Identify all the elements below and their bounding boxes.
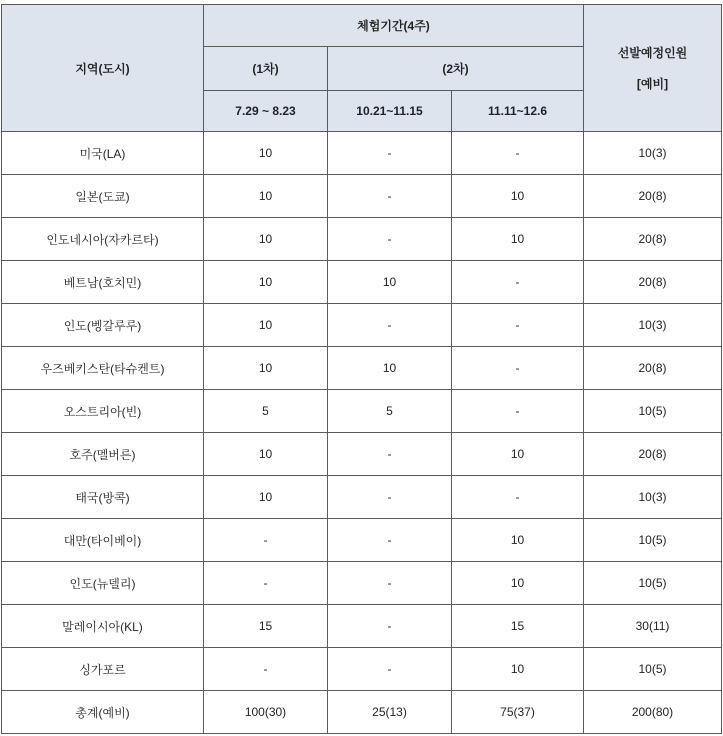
header-selected	[584, 5, 722, 132]
region-cell: 대만(타이베이)	[2, 519, 204, 562]
round2a-cell: -	[328, 519, 452, 562]
round2a-cell: 5	[328, 390, 452, 433]
round2b-cell: 10	[452, 433, 584, 476]
total-cell: 20(8)	[584, 433, 722, 476]
round2b-cell: -	[452, 390, 584, 433]
total-cell: 10(3)	[584, 304, 722, 347]
region-cell: 베트남(호치민)	[2, 261, 204, 304]
region-cell: 미국(LA)	[2, 132, 204, 175]
header-round2: (2차)	[328, 47, 584, 91]
region-cell: 인도네시아(자카르타)	[2, 218, 204, 261]
total-cell: 20(8)	[584, 261, 722, 304]
round2b-cell: 10	[452, 648, 584, 691]
total-cell: 10(5)	[584, 390, 722, 433]
round1-cell: -	[204, 519, 328, 562]
round2b-cell: -	[452, 304, 584, 347]
total-cell: 20(8)	[584, 218, 722, 261]
region-cell: 호주(멜버른)	[2, 433, 204, 476]
round2a-cell: -	[328, 132, 452, 175]
round2b-cell: -	[452, 132, 584, 175]
round1-cell: 5	[204, 390, 328, 433]
header-region: 지역(도시)	[2, 5, 204, 132]
header-date1: 7.29 ~ 8.23	[204, 91, 328, 132]
round2a-cell: 10	[328, 347, 452, 390]
round1-cell: 100(30)	[204, 691, 328, 734]
header-selected-label: 선발예정인원	[617, 46, 688, 60]
header-reserve-label: [예비]	[636, 77, 669, 91]
total-cell: 20(8)	[584, 347, 722, 390]
total-row	[2, 691, 722, 734]
table-row	[2, 648, 722, 691]
round2b-cell: 10	[452, 175, 584, 218]
total-cell: 10(5)	[584, 648, 722, 691]
table-row	[2, 476, 722, 519]
table-row	[2, 304, 722, 347]
table-row	[2, 433, 722, 476]
round2b-cell: 15	[452, 605, 584, 648]
round2a-cell: -	[328, 562, 452, 605]
round1-cell: 15	[204, 605, 328, 648]
round2a-cell: -	[328, 648, 452, 691]
table-row	[2, 562, 722, 605]
round2a-cell: -	[328, 304, 452, 347]
round2a-cell: 10	[328, 261, 452, 304]
region-cell: 오스트리아(빈)	[2, 390, 204, 433]
total-cell: 200(80)	[584, 691, 722, 734]
round1-cell: 10	[204, 261, 328, 304]
total-cell: 10(5)	[584, 519, 722, 562]
region-cell: 인도(벵갈루루)	[2, 304, 204, 347]
header-date2: 10.21~11.15	[328, 91, 452, 132]
header-date3: 11.11~12.6	[452, 91, 584, 132]
round2a-cell: -	[328, 433, 452, 476]
round2b-cell: -	[452, 476, 584, 519]
round1-cell: 10	[204, 218, 328, 261]
round2b-cell: 10	[452, 519, 584, 562]
table-row	[2, 218, 722, 261]
region-cell: 총계(예비)	[2, 691, 204, 734]
table-row	[2, 261, 722, 304]
region-cell: 인도(뉴델리)	[2, 562, 204, 605]
region-cell: 태국(방콕)	[2, 476, 204, 519]
total-cell: 10(3)	[584, 132, 722, 175]
round2a-cell: -	[328, 605, 452, 648]
total-cell: 20(8)	[584, 175, 722, 218]
program-table	[1, 4, 722, 734]
round2a-cell: -	[328, 476, 452, 519]
region-cell: 일본(도쿄)	[2, 175, 204, 218]
total-cell: 10(3)	[584, 476, 722, 519]
round2a-cell: -	[328, 175, 452, 218]
round1-cell: 10	[204, 304, 328, 347]
round1-cell: 10	[204, 476, 328, 519]
table-row	[2, 390, 722, 433]
round1-cell: 10	[204, 132, 328, 175]
header-round1: (1차)	[204, 47, 328, 91]
round1-cell: -	[204, 648, 328, 691]
round2b-cell: 75(37)	[452, 691, 584, 734]
table-row	[2, 519, 722, 562]
total-cell: 30(11)	[584, 605, 722, 648]
region-cell: 우즈베키스탄(타슈켄트)	[2, 347, 204, 390]
round2b-cell: 10	[452, 218, 584, 261]
round2b-cell: 10	[452, 562, 584, 605]
round1-cell: 10	[204, 175, 328, 218]
table-row	[2, 347, 722, 390]
round2b-cell: -	[452, 261, 584, 304]
table-row	[2, 132, 722, 175]
table-row	[2, 175, 722, 218]
region-cell: 말레이시아(KL)	[2, 605, 204, 648]
round1-cell: 10	[204, 347, 328, 390]
table-row	[2, 605, 722, 648]
round2a-cell: 25(13)	[328, 691, 452, 734]
round2b-cell: -	[452, 347, 584, 390]
header-period: 체험기간(4주)	[204, 5, 584, 47]
round1-cell: -	[204, 562, 328, 605]
total-cell: 10(5)	[584, 562, 722, 605]
region-cell: 싱가포르	[2, 648, 204, 691]
round1-cell: 10	[204, 433, 328, 476]
round2a-cell: -	[328, 218, 452, 261]
